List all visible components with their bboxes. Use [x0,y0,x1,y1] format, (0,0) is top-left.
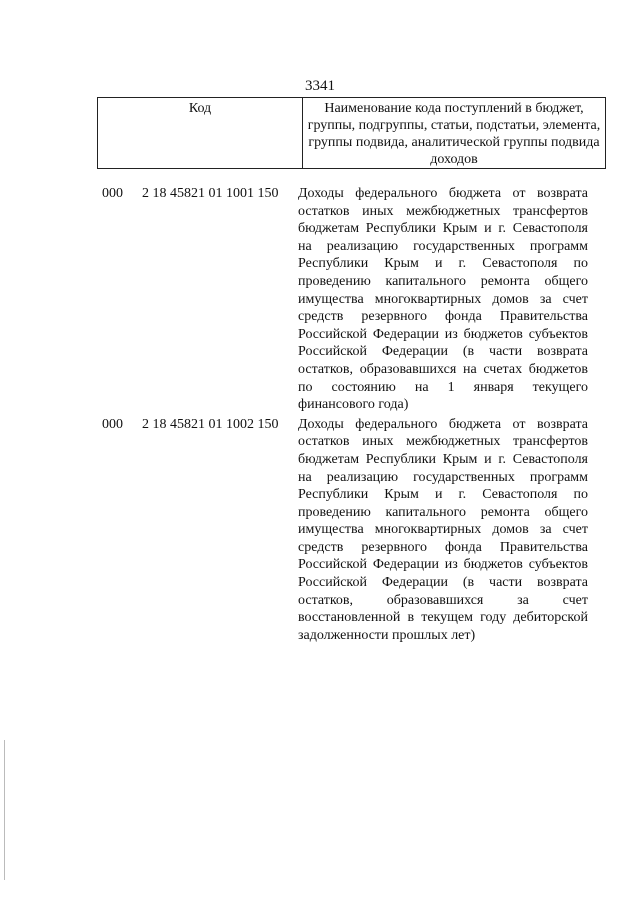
budget-code: 2 18 45821 01 1002 150 [142,416,279,432]
revenue-code-entry [0,185,640,414]
revenue-code-list [0,185,640,646]
admin-code: 000 [102,416,123,432]
header-name-cell: Наименование кода поступлений в бюджет, группы, подгруппы, статьи, подстатьи, элемента, группы подвида, аналитической группы подвида доходов [303,98,606,169]
budget-code: 2 18 45821 01 1001 150 [142,186,279,201]
page-number: 3341 [305,78,335,94]
header-table [97,97,606,169]
header-code-cell: Код [98,98,303,169]
revenue-code-entry [0,416,640,645]
scan-edge-mark [4,740,5,880]
admin-code: 000 [102,186,123,201]
entry-description: Доходы федерального бюджета от возврата остатков иных межбюджетных трансфертов бюджетам Республики Крым и г. Севастополя на реализацию государственных программ Республики Крым и г. Севастополя по проведению капитального ремонта общего имущества многоквартирных домов за счет средств резервного фонда Правительства Российской Федерации из бюджетов субъектов Российской Федерации (в части возврата остатков, образовавшихся на счетах бюджетов по состоянию на 1 января текущего финансового года) [298,186,588,413]
header-row [98,98,606,169]
entry-description: Доходы федерального бюджета от возврата остатков иных межбюджетных трансфертов бюджетам Республики Крым и г. Севастополя на реализацию государственных программ Республики Крым и г. Севастополя по проведению капитального ремонта общего имущества многоквартирных домов за счет средств резервного фонда Правительства Российской Федерации из бюджетов субъектов Российской Федерации (в части возврата остатков, образовавшихся за счет восстановленной в текущем году дебиторской задолженности прошлых лет) [298,416,588,643]
